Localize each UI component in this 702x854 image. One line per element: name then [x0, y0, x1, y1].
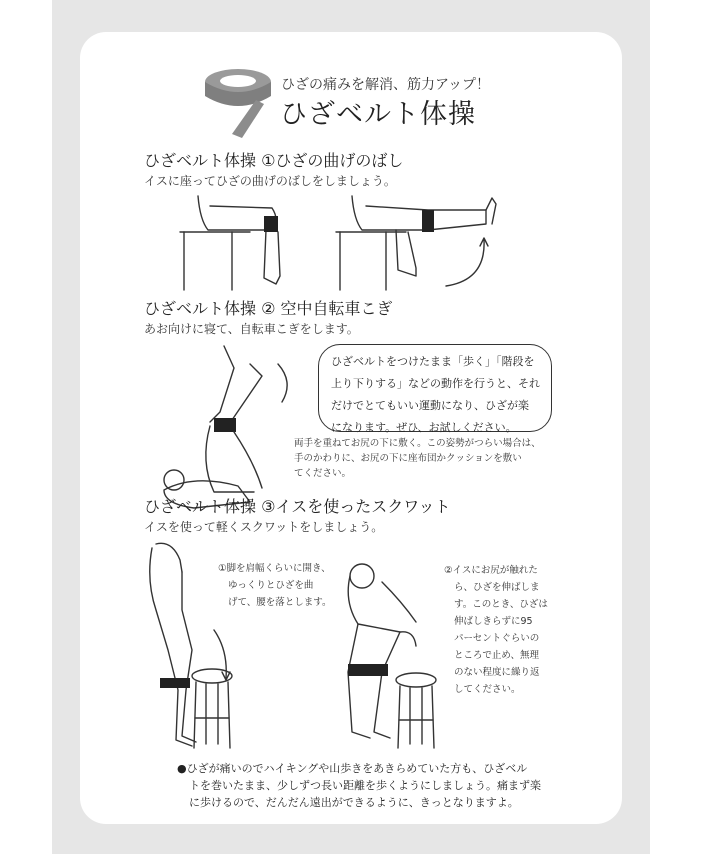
section2-title: ひざベルト体操 ② 空中自転車こぎ: [144, 299, 393, 318]
step1-line-1: ①脚を肩幅くらいに開き、: [218, 563, 331, 574]
closing-paragraph: [177, 760, 561, 811]
step1-line-2: ゆっくりとひざを曲: [228, 580, 314, 591]
page-margin-left: [0, 0, 52, 854]
section3-title: ひざベルト体操 ③イスを使ったスクワット: [144, 497, 451, 516]
knee-extend-figure-seated: [336, 190, 506, 290]
stool-left: [190, 668, 234, 750]
page-title: ひざベルト体操: [280, 99, 476, 130]
step2-line-7: のない程度に繰り返: [454, 667, 540, 678]
closing-line-1: ●ひざが痛いのでハイキングや山歩きをあきらめていた方も、ひざベル: [177, 762, 528, 775]
tip-bubble: [318, 344, 552, 432]
knee-bend-figure-seated: [180, 190, 320, 290]
section3-subtitle: イスを使って軽くスクワットをしましょう。: [144, 520, 384, 534]
page-margin-right: [650, 0, 702, 854]
squat-step2-text: [444, 562, 548, 698]
cycling-figure: [154, 342, 304, 510]
step2-line-1: ②イスにお尻が触れた: [444, 565, 538, 576]
note-line-3: てください。: [294, 468, 352, 479]
step2-line-3: す。このとき、ひざは: [454, 599, 548, 610]
stool-right: [394, 672, 438, 750]
tagline: ひざの痛みを解消、筋力アップ！: [281, 77, 491, 93]
step2-line-2: ら、ひざを伸ばしま: [454, 582, 540, 593]
section1-subtitle: イスに座ってひざの曲げのばしをしましょう。: [144, 174, 396, 188]
closing-line-2: トを巻いたまま、少しずつ長い距離を歩くようにしましょう。痛まず楽: [189, 779, 541, 792]
step2-line-4: 伸ばしきらずに95: [454, 616, 533, 627]
step1-line-3: げて、腰を落とします。: [228, 597, 332, 608]
cycling-note: [294, 436, 541, 481]
bubble-line-4: になります。ぜひ、お試しください。: [331, 421, 517, 434]
bubble-line-1: ひざベルトをつけたまま「歩く」「階段を: [331, 355, 535, 368]
section1-title: ひざベルト体操 ①ひざの曲げのばし: [144, 151, 404, 170]
squat-step1-text: [218, 560, 332, 611]
step2-line-8: してください。: [454, 684, 521, 695]
step2-line-5: パーセントぐらいの: [454, 633, 540, 644]
closing-line-3: に歩けるので、だんだん遠出ができるように、きっとなりますよ。: [189, 796, 519, 809]
step2-line-6: ところで止め、無理: [454, 650, 540, 661]
section2-subtitle: あお向けに寝て、自転車こぎをします。: [144, 322, 359, 336]
bubble-line-2: 上り下りする」などの動作を行うと、それ: [331, 377, 540, 390]
note-line-2: 手のかわりに、お尻の下に座布団かクッションを敷い: [294, 453, 522, 464]
note-line-1: 両手を重ねてお尻の下に敷く。この姿勢がつらい場合は、: [294, 438, 541, 449]
article-card: [80, 32, 622, 824]
belt-roll-icon: [204, 68, 272, 140]
bubble-line-3: だけでとてもいい運動になり、ひざが楽: [331, 399, 529, 412]
